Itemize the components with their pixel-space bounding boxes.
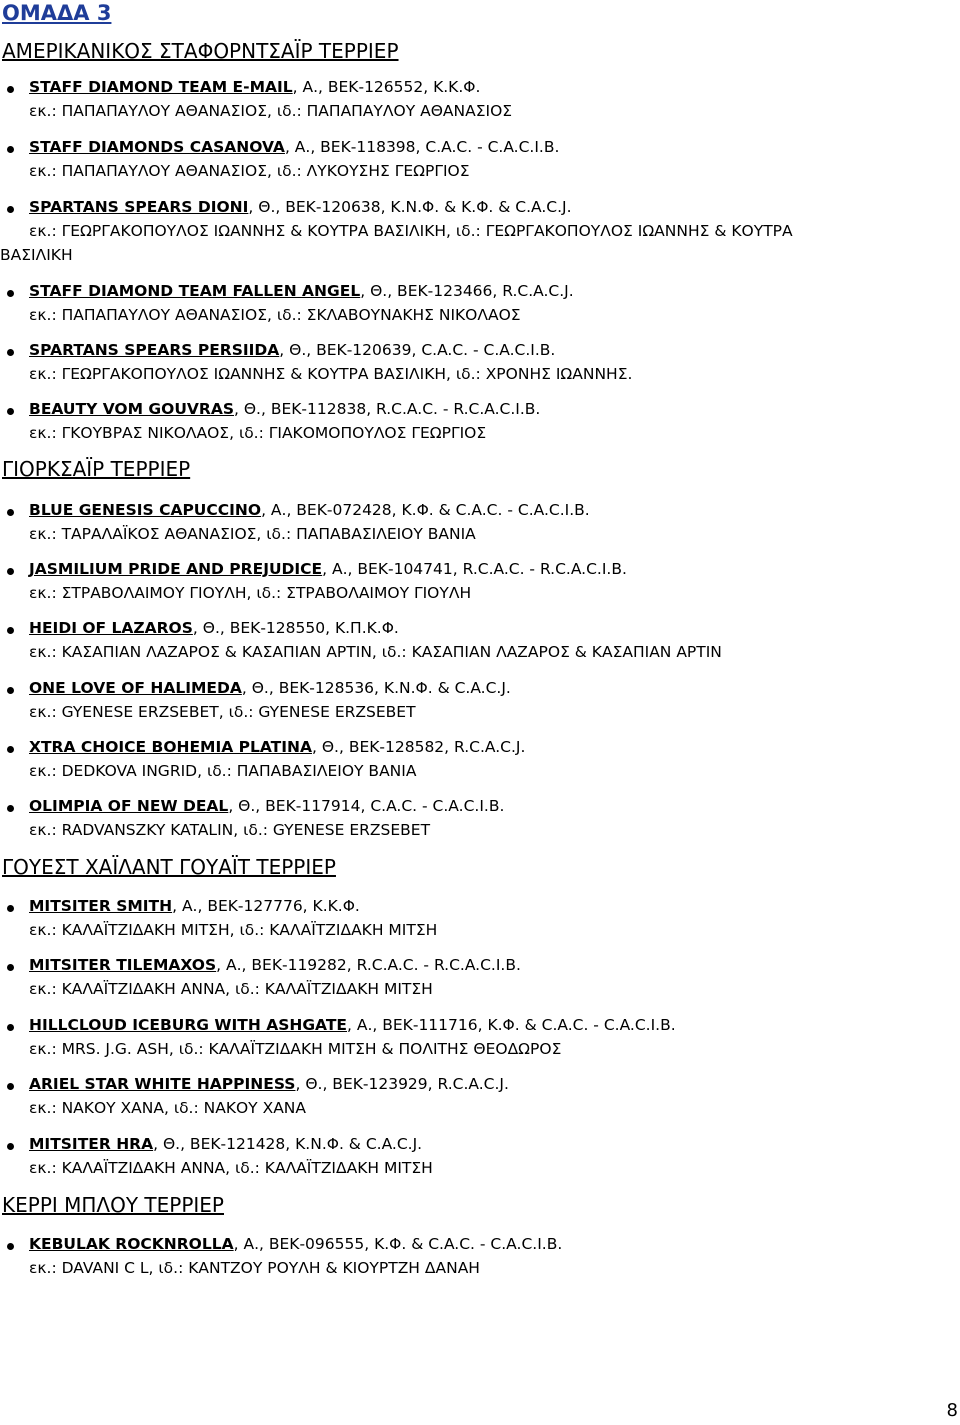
dog-name: MITSITER TILEMAXOS — [29, 956, 217, 974]
dog-details: , Θ., ΒΕΚ-123466, R.C.A.C.J. — [360, 282, 574, 300]
dog-owners: εκ.: RADVANSZKY KATALIN, ιδ.: GYENESE ERZSEBET — [29, 821, 431, 839]
bullet-icon — [7, 805, 14, 812]
dog-details: , Θ., ΒΕΚ-121428, Κ.Ν.Φ. & C.A.C.J. — [153, 1135, 423, 1153]
bullet-icon — [7, 1243, 14, 1250]
dog-owners: εκ.: ΓΕΩΡΓΑΚΟΠΟΥΛΟΣ ΙΩΑΝΝΗΣ & ΚΟΥΤΡΑ ΒΑΣΙΛΙΚΗ, ιδ.: ΧΡΟΝΗΣ ΙΩΑΝΝΗΣ. — [29, 365, 633, 383]
dog-owners: εκ.: ΠΑΠΑΠΑΥΛΟΥ ΑΘΑΝΑΣΙΟΣ, ιδ.: ΠΑΠΑΠΑΥΛΟΥ ΑΘΑΝΑΣΙΟΣ — [29, 102, 513, 120]
bullet-icon — [7, 146, 14, 153]
dog-owners: εκ.: ΚΑΛΑΪΤΖΙΔΑΚΗ ΑΝΝΑ, ιδ.: ΚΑΛΑΪΤΖΙΔΑΚΗ ΜΙΤΣΗ — [29, 980, 433, 998]
dog-details: , Α., ΒΕΚ-096555, Κ.Φ. & C.A.C. - C.A.C.I.B. — [233, 1235, 563, 1253]
breed-heading: ΑΜΕΡΙΚΑΝΙΚΟΣ ΣΤΑΦΟΡΝΤΣΑΪΡ ΤΕΡΡΙΕΡ — [2, 39, 399, 63]
bullet-icon — [7, 627, 14, 634]
dog-details: , Α., ΒΕΚ-126552, Κ.Κ.Φ. — [292, 78, 481, 96]
dog-details: , Θ., ΒΕΚ-128536, Κ.Ν.Φ. & C.A.C.J. — [241, 679, 511, 697]
bullet-icon — [7, 206, 14, 213]
dog-name: OLIMPIA OF NEW DEAL — [29, 797, 229, 815]
bullet-icon — [7, 746, 14, 753]
dog-owners: εκ.: DAVANI C L, ιδ.: ΚΑΝΤΖΟΥ ΡΟΥΛΗ & ΚΙΟΥΡΤΖΗ ΔΑΝΑΗ — [29, 1259, 480, 1277]
dog-details: , Θ., ΒΕΚ-128582, R.C.A.C.J. — [311, 738, 526, 756]
dog-owners: εκ.: ΚΑΣΑΠΙΑΝ ΛΑΖΑΡΟΣ & ΚΑΣΑΠΙΑΝ ΑΡΤΙΝ, ιδ.: ΚΑΣΑΠΙΑΝ ΛΑΖΑΡΟΣ & ΚΑΣΑΠΙΑΝ ΑΡΤΙΝ — [29, 643, 722, 661]
bullet-icon — [7, 509, 14, 516]
dog-details: , Α., ΒΕΚ-072428, Κ.Φ. & C.A.C. - C.A.C.I.B. — [261, 501, 590, 519]
dog-name: HILLCLOUD ICEBURG WITH ASHGATE — [29, 1016, 348, 1034]
bullet-icon — [7, 905, 14, 912]
bullet-icon — [7, 290, 14, 297]
dog-details: , Α., ΒΕΚ-118398, C.A.C. - C.A.C.I.B. — [284, 138, 560, 156]
dog-name: JASMILIUM PRIDE AND PREJUDICE — [29, 560, 323, 578]
dog-owners: εκ.: DEDKOVA INGRID, ιδ.: ΠΑΠΑΒΑΣΙΛΕΙΟΥ ΒΑΝΙΑ — [29, 762, 417, 780]
dog-owners: εκ.: ΓΚΟΥΒΡΑΣ ΝΙΚΟΛΑΟΣ, ιδ.: ΓΙΑΚΟΜΟΠΟΥΛΟΣ ΓΕΩΡΓΙΟΣ — [29, 424, 487, 442]
breed-heading: ΓΟΥΕΣΤ ΧΑΪΛΑΝΤ ΓΟΥΑΪΤ ΤΕΡΡΙΕΡ — [2, 855, 336, 879]
dog-owners: εκ.: GYENESE ERZSEBET, ιδ.: GYENESE ERZSEBET — [29, 703, 416, 721]
dog-owners: εκ.: ΠΑΠΑΠΑΥΛΟΥ ΑΘΑΝΑΣΙΟΣ, ιδ.: ΣΚΛΑΒΟΥΝΑΚΗΣ ΝΙΚΟΛΑΟΣ — [29, 306, 521, 324]
bullet-icon — [7, 1083, 14, 1090]
page-number: 8 — [946, 1400, 958, 1421]
dog-details: , Α., ΒΕΚ-111716, Κ.Φ. & C.A.C. - C.A.C.I.B. — [347, 1016, 676, 1034]
breed-heading: ΚΕΡΡΙ ΜΠΛΟΥ ΤΕΡΡΙΕΡ — [2, 1193, 224, 1217]
dog-details: , Θ., ΒΕΚ-112838, R.C.A.C. - R.C.A.C.I.B. — [234, 400, 541, 418]
breed-heading: ΓΙΟΡΚΣΑΪΡ ΤΕΡΡΙΕΡ — [2, 457, 191, 481]
dog-details: , Θ., ΒΕΚ-123929, R.C.A.C.J. — [295, 1075, 509, 1093]
dog-details: , Θ., ΒΕΚ-120639, C.A.C. - C.A.C.I.B. — [279, 341, 556, 359]
dog-owners: εκ.: ΣΤΡΑΒΟΛΑΙΜΟΥ ΓΙΟΥΛΗ, ιδ.: ΣΤΡΑΒΟΛΑΙΜΟΥ ΓΙΟΥΛΗ — [29, 584, 472, 602]
dog-details: , Θ., ΒΕΚ-117914, C.A.C. - C.A.C.I.B. — [228, 797, 505, 815]
dog-name: SPARTANS SPEARS PERSIIDA — [29, 341, 280, 359]
dog-owners-continued: ΒΑΣΙΛΙΚΗ — [0, 246, 73, 264]
dog-name: STAFF DIAMOND TEAM E-MAIL — [29, 78, 293, 96]
dog-owners: εκ.: ΚΑΛΑΪΤΖΙΔΑΚΗ ΑΝΝΑ, ιδ.: ΚΑΛΑΪΤΖΙΔΑΚΗ ΜΙΤΣΗ — [29, 1159, 433, 1177]
bullet-icon — [7, 1024, 14, 1031]
dog-details: , Α., ΒΕΚ-104741, R.C.A.C. - R.C.A.C.I.B. — [322, 560, 627, 578]
dog-name: ONE LOVE OF HALIMEDA — [29, 679, 242, 697]
dog-name: XTRA CHOICE BOHEMIA PLATINA — [29, 738, 312, 756]
dog-details: , Α., ΒΕΚ-119282, R.C.A.C. - R.C.A.C.I.B. — [216, 956, 521, 974]
dog-details: , Θ., ΒΕΚ-120638, Κ.Ν.Φ. & Κ.Φ. & C.A.C.J. — [248, 198, 572, 216]
bullet-icon — [7, 568, 14, 575]
dog-name: STAFF DIAMONDS CASANOVA — [29, 138, 285, 156]
dog-name: SPARTANS SPEARS DIONI — [29, 198, 249, 216]
dog-owners: εκ.: ΓΕΩΡΓΑΚΟΠΟΥΛΟΣ ΙΩΑΝΝΗΣ & ΚΟΥΤΡΑ ΒΑΣΙΛΙΚΗ, ιδ.: ΓΕΩΡΓΑΚΟΠΟΥΛΟΣ ΙΩΑΝΝΗΣ & ΚΟΥΤΡΑ — [29, 222, 793, 240]
bullet-icon — [7, 687, 14, 694]
group-title: ΟΜΑΔΑ 3 — [2, 1, 112, 25]
dog-details: , Α., ΒΕΚ-127776, Κ.Κ.Φ. — [172, 897, 360, 915]
bullet-icon — [7, 964, 14, 971]
dog-name: BEAUTY VOM GOUVRAS — [29, 400, 234, 418]
bullet-icon — [7, 1143, 14, 1150]
bullet-icon — [7, 408, 14, 415]
dog-owners: εκ.: ΠΑΠΑΠΑΥΛΟΥ ΑΘΑΝΑΣΙΟΣ, ιδ.: ΛΥΚΟΥΣΗΣ ΓΕΩΡΓΙΟΣ — [29, 162, 470, 180]
dog-owners: εκ.: ΤΑΡΑΛΑΪΚΟΣ ΑΘΑΝΑΣΙΟΣ, ιδ.: ΠΑΠΑΒΑΣΙΛΕΙΟΥ ΒΑΝΙΑ — [29, 525, 476, 543]
dog-name: MITSITER SMITH — [29, 897, 173, 915]
dog-name: ARIEL STAR WHITE HAPPINESS — [29, 1075, 296, 1093]
dog-owners: εκ.: ΚΑΛΑΪΤΖΙΔΑΚΗ ΜΙΤΣΗ, ιδ.: ΚΑΛΑΪΤΖΙΔΑΚΗ ΜΙΤΣΗ — [29, 921, 438, 939]
dog-name: BLUE GENESIS CAPUCCINO — [29, 501, 262, 519]
dog-owners: εκ.: ΝΑΚΟΥ ΧΑΝΑ, ιδ.: ΝΑΚΟΥ ΧΑΝΑ — [29, 1099, 307, 1117]
bullet-icon — [7, 86, 14, 93]
dog-owners: εκ.: MRS. J.G. ASH, ιδ.: ΚΑΛΑΪΤΖΙΔΑΚΗ ΜΙΤΣΗ & ΠΟΛΙΤΗΣ ΘΕΟΔΩΡΟΣ — [29, 1040, 562, 1058]
dog-name: HEIDI OF LAZAROS — [29, 619, 193, 637]
dog-details: , Θ., ΒΕΚ-128550, Κ.Π.Κ.Φ. — [192, 619, 399, 637]
dog-name: KEBULAK ROCKNROLLA — [29, 1235, 234, 1253]
dog-name: MITSITER HRA — [29, 1135, 154, 1153]
dog-name: STAFF DIAMOND TEAM FALLEN ANGEL — [29, 282, 361, 300]
bullet-icon — [7, 349, 14, 356]
